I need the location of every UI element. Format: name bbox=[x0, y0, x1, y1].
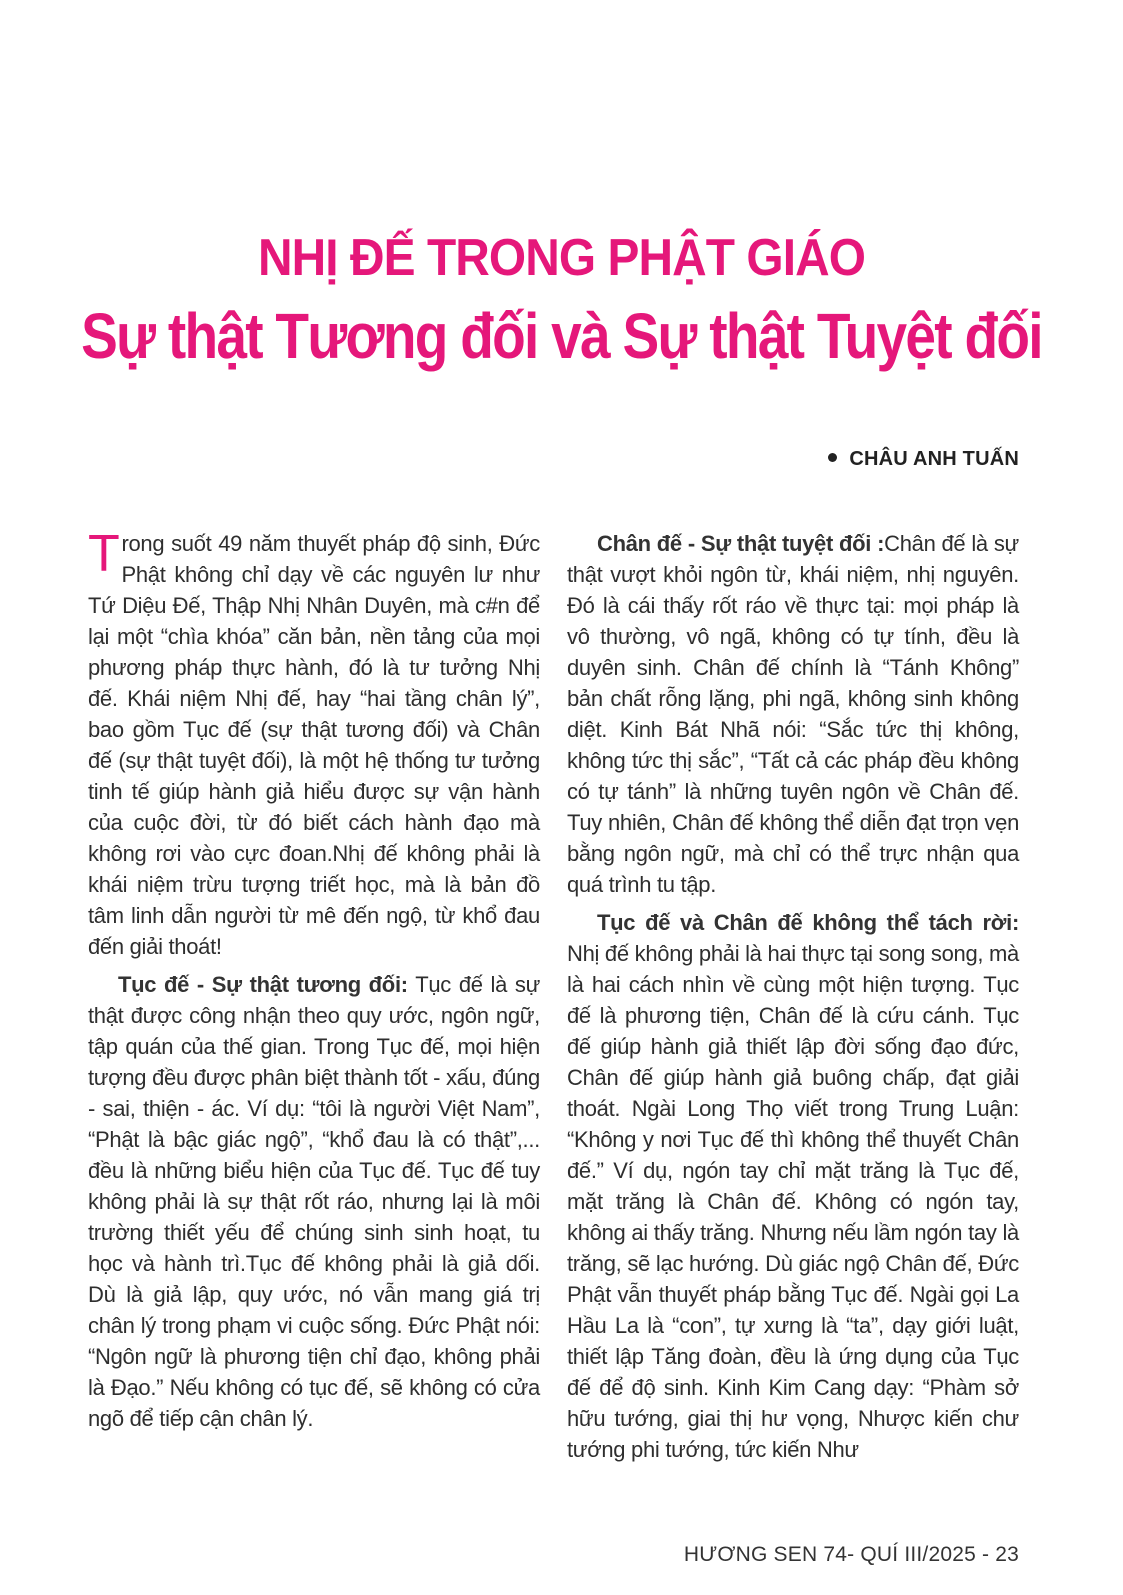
author-name: CHÂU ANH TUẤN bbox=[849, 448, 1019, 470]
article-title bbox=[0, 222, 1123, 378]
inseparable-text: Nhị đế không phải là hai thực tại song song, mà là hai cách nhìn về cùng một hiện tượng. Tục đế là phương tiện, Chân đế là cứu cánh. Tục đế giúp hành giả thiết lập đời sống đạo đức, Chân đế giúp hành giả buông chấp, đạt giải thoát. Ngài Long Thọ viết trong Trung Luận: “Không y nơi Tục đế thì không thể thuyết Chân đế.” Ví dụ, ngón tay chỉ mặt trăng là Tục đế, mặt trăng là Chân đế. Không có ngón tay, không ai thấy trăng. Nhưng nếu lầm ngón tay là trăng, sẽ lạc hướng. Dù giác ngộ Chân đế, Đức Phật vẫn thuyết pháp bằng Tục đế. Ngài gọi La Hầu La là “con”, tự xưng là “ta”, dạy giới luật, thiết lập Tăng đoàn, đều là ứng dụng của Tục đế để độ sinh. Kinh Kim Cang dạy: “Phàm sở hữu tướng, giai thị hư vọng, Nhược kiến chư tướng phi tướng, tức kiến Như bbox=[567, 941, 1019, 1462]
title-line-1: NHỊ ĐẾ TRONG PHẬT GIÁO bbox=[257, 229, 865, 287]
intro-text: rong suốt 49 năm thuyết pháp độ sinh, Đức Phật không chỉ dạy về các nguyên lư như Tứ Diệu Đế, Thập Nhị Nhân Duyên, mà c#n để lại một “chìa khóa” căn bản, nền tảng của mọi phương pháp thực hành, đó là tư tưởng Nhị đế. Khái niệm Nhị đế, hay “hai tầng chân lý”, bao gồm Tục đế (sự thật tương đối) và Chân đế (sự thật tuyệt đối), là một hệ thống tư tưởng tinh tế giúp hành giả hiểu được sự vận hành của cuộc đời, từ đó biết cách hành đạo mà không rơi vào cực đoan.Nhị đế không phải là khái niệm trừu tượng triết học, mà là bản đồ tâm linh dẫn người từ mê đến ngộ, từ khổ đau đến giải thoát! bbox=[88, 531, 540, 959]
bullet-icon bbox=[828, 453, 837, 462]
page-footer: HƯƠNG SEN 74- QUÍ III/2025 - 23 bbox=[683, 1543, 1019, 1566]
title-line-2: Sự thật Tương đối và Sự thật Tuyệt đối bbox=[81, 300, 1042, 372]
inseparable-paragraph bbox=[567, 907, 1019, 1465]
tuc-de-heading: Tục đế - Sự thật tương đối: bbox=[118, 972, 408, 997]
tuc-de-paragraph bbox=[88, 969, 540, 1434]
left-column bbox=[88, 525, 540, 1441]
right-column bbox=[567, 528, 1019, 1472]
drop-cap: T bbox=[88, 525, 120, 583]
chan-de-text: Chân đế là sự thật vượt khỏi ngôn từ, khái niệm, nhị nguyên. Đó là cái thấy rốt ráo về thực tại: mọi pháp là vô thường, vô ngã, không có tự tính, đều là duyên sinh. Chân đế chính là “Tánh Không” bản chất rỗng lặng, phi ngã, không sinh không diệt. Kinh Bát Nhã nói: “Sắc tức thị không, không tức thị sắc”, “Tất cả các pháp đều không có tự tánh” là những tuyên ngôn về Chân đế. Tuy nhiên, Chân đế không thể diễn đạt trọn vẹn bằng ngôn ngữ, mà chỉ có thể trực nhận qua quá trình tu tập. bbox=[567, 531, 1019, 897]
inseparable-heading: Tục đế và Chân đế không thể tách rời: bbox=[597, 910, 1019, 935]
tuc-de-text: Tục đế là sự thật được công nhận theo quy ước, ngôn ngữ, tập quán của thế gian. Trong Tục đế, mọi hiện tượng đều được phân biệt thành tốt - xấu, đúng - sai, thiện - ác. Ví dụ: “tôi là người Việt Nam”, “Phật là bậc giác ngộ”, “khổ đau là có thật”,... đều là những biểu hiện của Tục đế. Tục đế tuy không phải là sự thật rốt ráo, nhưng lại là môi trường thiết yếu để chúng sinh sinh hoạt, tu học và hành trì.Tục đế không phải là giả dối. Dù là giả lập, quy ước, nó vẫn mang giá trị chân lý trong phạm vi cuộc sống. Đức Phật nói: “Ngôn ngữ là phương tiện chỉ đạo, không phải là Đạo.” Nếu không có tục đế, sẽ không có cửa ngõ để tiếp cận chân lý. bbox=[88, 972, 540, 1431]
author-byline bbox=[828, 448, 1019, 471]
chan-de-paragraph bbox=[567, 528, 1019, 900]
chan-de-heading: Chân đế - Sự thật tuyệt đối : bbox=[597, 531, 885, 556]
intro-paragraph bbox=[88, 525, 540, 962]
